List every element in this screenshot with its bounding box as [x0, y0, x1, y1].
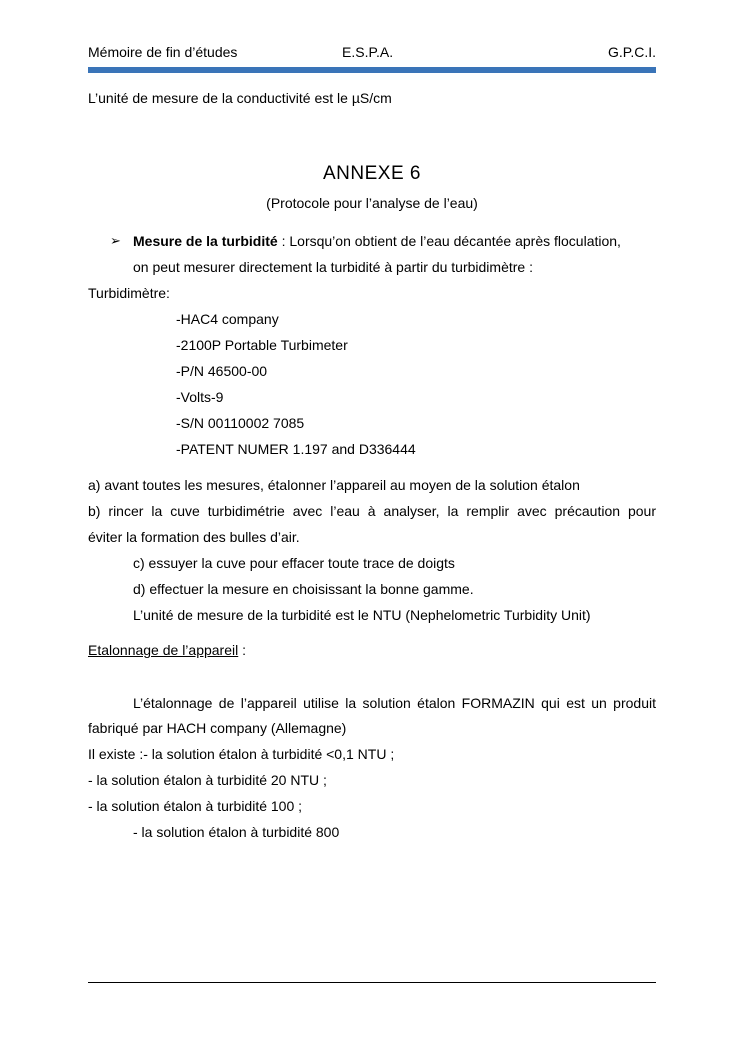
- solution-item: - la solution étalon à turbidité 100 ;: [88, 798, 303, 814]
- bullet-line-1: [133, 232, 621, 250]
- spec-item: -Volts-9: [176, 389, 224, 405]
- etalonnage-heading-suffix: :: [238, 642, 247, 658]
- turbidity-unit-line: L’unité de mesure de la turbidité est le NTU (Nephelometric Turbidity Unit): [133, 607, 591, 623]
- bullet-line-2: on peut mesurer directement la turbidité à partir du turbidimètre :: [133, 259, 533, 275]
- annexe-subtitle: (Protocole pour l’analyse de l’eau): [266, 195, 478, 211]
- header-rule: [88, 67, 656, 73]
- step-d: d) effectuer la mesure en choisissant la bonne gamme.: [133, 581, 474, 597]
- spec-item: -P/N 46500-00: [176, 363, 268, 379]
- spec-item: -HAC4 company: [176, 311, 279, 327]
- etalonnage-paragraph-line-2: fabriqué par HACH company (Allemagne): [88, 720, 347, 736]
- spec-item: -S/N 00110002 7085: [176, 415, 305, 431]
- spec-item: -2100P Portable Turbimeter: [176, 337, 348, 353]
- annexe-title: ANNEXE 6: [323, 163, 421, 184]
- step-b-line-2: éviter la formation des bulles d’air.: [88, 529, 300, 545]
- arrow-bullet-icon: ➢: [110, 233, 121, 248]
- solution-item: - la solution étalon à turbidité 20 NTU ;: [88, 772, 327, 788]
- step-a: a) avant toutes les mesures, étalonner l’appareil au moyen de la solution étalon: [88, 477, 580, 493]
- bullet-bold-term: Mesure de la turbidité: [133, 233, 278, 249]
- etalonnage-heading-text: Etalonnage de l’appareil: [88, 642, 239, 658]
- turbidimetre-label: Turbidimètre:: [88, 285, 170, 301]
- page-header: [88, 44, 656, 64]
- step-b-line-1: b) rincer la cuve turbidimétrie avec l’eau à analyser, la remplir avec précaution pour: [88, 503, 656, 519]
- header-left: Mémoire de fin d’études: [88, 44, 238, 60]
- spec-item: -PATENT NUMER 1.197 and D336444: [176, 441, 416, 457]
- header-right: G.P.C.I.: [608, 44, 656, 60]
- solution-item: - la solution étalon à turbidité 800: [133, 824, 340, 840]
- etalonnage-paragraph-line-1: L’étalonnage de l’appareil utilise la solution étalon FORMAZIN qui est un produit: [133, 695, 656, 711]
- intro-line: L’unité de mesure de la conductivité est le µS/cm: [88, 90, 392, 106]
- header-center: E.S.P.A.: [342, 44, 394, 60]
- etalonnage-heading: [88, 641, 246, 659]
- solution-item: Il existe :- la solution étalon à turbidité <0,1 NTU ;: [88, 746, 395, 762]
- footer-rule: [88, 982, 656, 983]
- step-c: c) essuyer la cuve pour effacer toute trace de doigts: [133, 555, 455, 571]
- bullet-rest: : Lorsqu’on obtient de l’eau décantée après floculation,: [277, 233, 621, 249]
